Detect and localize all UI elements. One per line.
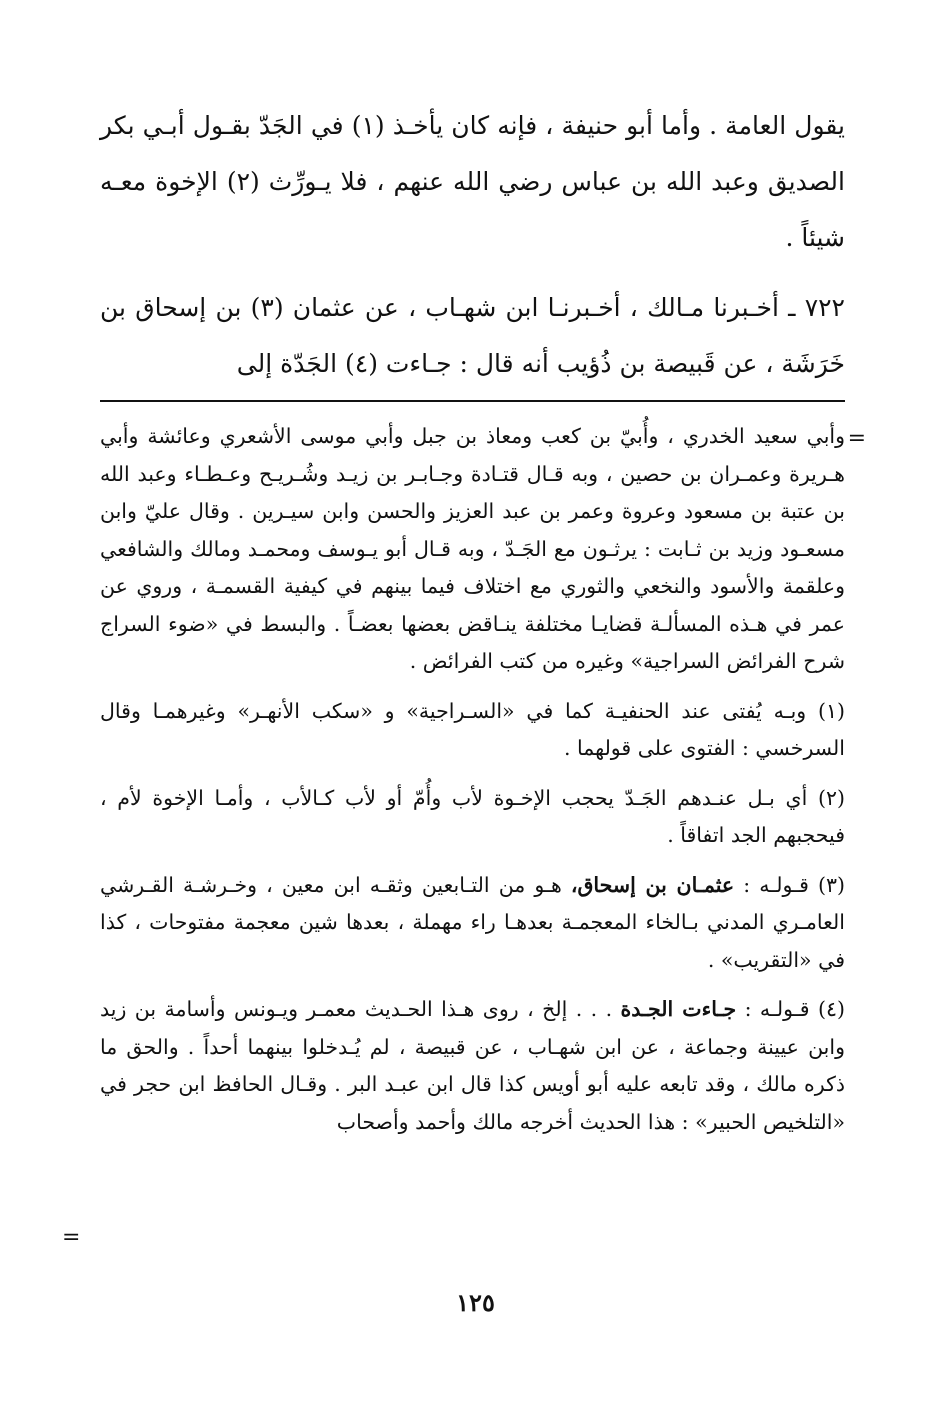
page-number: ١٢٥ [456,1288,495,1317]
footnote-separator [100,400,845,402]
footnote-3-number: (٣) قـولـه : [734,872,845,897]
footnote-4-text: . . . إلخ ، روى هـذا الحـديث معمـر ويـونس وأسامة بن زيد وابن عيينة وجماعة ، عن ابن شهـاب ، عن قبيصة ، لم يُـدخلوا بينهما أحداً . والحق ما ذكره مالك ، وقد تابعه عليه أبو أويس كذا قال ابن عبـد البر . وقـال الحافظ ابن حجر في «التلخيص الحبير» : هذا الحديث أخرجه مالك وأحمد وأصحاب [100,997,845,1134]
footnote-continuation: وأبي سعيد الخدري ، وأُبيّ بن كعب ومعاذ بن جبل وأبي موسى الأشعري وعائشة وأبي هـريرة وعمـران بن حصين ، وبه قـال قتـادة وجـابـر بن زيـد وشُـريـح وعـطـاء وعبد الله بن عتبة بن مسعود وعروة وعمر بن عبد العزيز والحسن وابن سيـرين . وقال عليّ وابن مسعـود وزيد بن ثـابت : يرثـون مع الجَـدّ ، وبه قـال أبو يـوسف ومحمـد ومالك والشافعي وعلقمة والأسود والنخعي والثوري مع اختلاف فيما بينهم في كيفية القسمـة ، وروي عن عمر في هـذه المسألـة قضايـا مختلفة ينـاقض بعضها بعضـاً . والبسط في «ضوء السراج شرح الفرائض السراجية» وغيره من كتب الفرائض . [100,424,845,673]
continuation-mark-top: = [847,426,866,451]
footnote-4-headword: جـاءت الجـدة [620,997,737,1021]
main-paragraph-1: يقول العامة . وأما أبو حنيفة ، فإنه كان يأخـذ (١) في الجَدّ بقـول أبـي بكر الصديق وعبد الله بن عباس رضي الله عنهم ، فلا يـورِّث (٢) الإخوة معـه شيئاً . [100,111,845,252]
footnote-3 [100,867,845,980]
footnote-1: (١) وبـه يُفتى عند الحنفيـة كما في «السـراجية» و «سكب الأنهـر» وغيرهمـا وقال السرخسي : الفتوى على قولهما . [100,698,845,760]
continuation-mark-bottom: = [62,1225,81,1250]
footnote-3-text: هـو من التـابعين وثقـه ابن معين ، وخـرشـة القـرشي العامـري المدني بـالخاء المعجمـة بعدهـا راء مهملة ، بعدها شين معجمة مفتوحات ، كذا في «التقريب» . [100,872,845,972]
footnote-4-number: (٤) قـولـه : [736,997,845,1021]
hadith-722-paragraph: ٧٢٢ ـ أخـبرنا مـالك ، أخـبرنـا ابن شهـاب ، عن عثمان (٣) بن إسحاق بن خَرَشَة ، عن قَبيصة بن ذُؤيب أنه قال : جـاءت (٤) الجَدّة إلى [100,293,845,378]
footnote-3-headword: عثمـان بن إسحاق، [570,872,735,897]
main-text [100,98,845,392]
footnote-2: (٢) أي بـل عنـدهم الجَـدّ يحجب الإخـوة لأب وأُمّ أو لأب كـالأب ، وأمـا الإخوة لأم ، فيحجبهم الجد اتفاقاً . [100,785,845,847]
footnote-4 [100,991,845,1141]
footnotes [100,418,845,1141]
